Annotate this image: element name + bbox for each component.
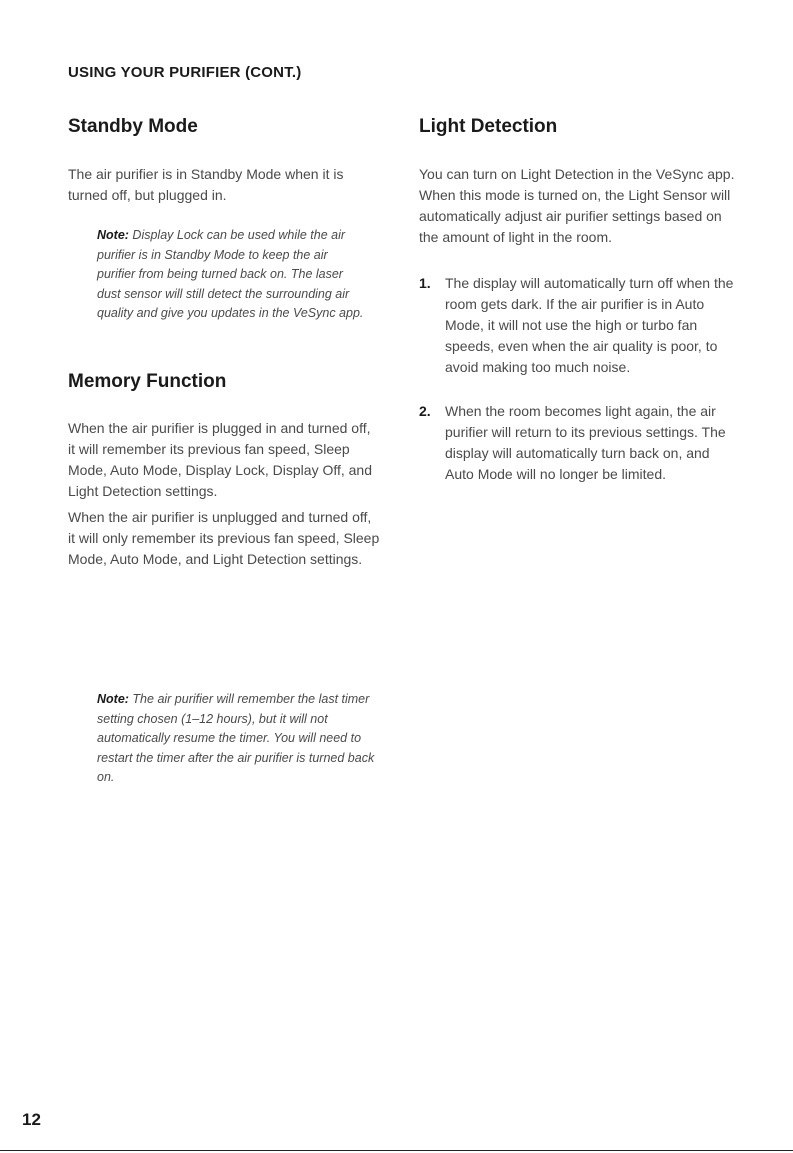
standby-mode-note	[97, 226, 367, 324]
light-detection-intro: You can turn on Light Detection in the VeSync app. When this mode is turned on, the Light Sensor will automatically adjust air purifier settings based on the amount of light in the room.	[419, 166, 735, 245]
note-text: The air purifier will remember the last timer setting chosen (1–12 hours), but it will not automatically resume the timer. You will need to restart the timer after the air purifier is turned back on.	[97, 692, 375, 785]
list-item-number: 1.	[419, 275, 431, 291]
note-label: Note:	[97, 228, 129, 242]
light-detection-heading: Light Detection	[419, 116, 558, 137]
memory-function-note	[97, 690, 377, 788]
list-item-number: 2.	[419, 403, 431, 419]
list-item-text: The display will automatically turn off when the room gets dark. If the air purifier is in Auto Mode, it will not use the high or turbo fan speeds, even when the air quality is poor, to avoid making too much noise.	[445, 275, 734, 375]
standby-mode-body: The air purifier is in Standby Mode when it is turned off, but plugged in.	[68, 166, 344, 203]
section-header: USING YOUR PURIFIER (CONT.)	[68, 64, 302, 81]
bottom-rule	[0, 1150, 793, 1151]
standby-mode-heading: Standby Mode	[68, 116, 198, 137]
list-item-text: When the room becomes light again, the air purifier will return to its previous settings. The display will automatically turn back on, and Auto Mode will no longer be limited.	[445, 403, 726, 482]
note-label: Note:	[97, 692, 129, 706]
memory-function-heading: Memory Function	[68, 371, 227, 392]
page-number: 12	[22, 1110, 41, 1129]
note-text: Display Lock can be used while the air purifier is in Standby Mode to keep the air purifier from being turned back on. The laser dust sensor will still detect the surrounding air quality and give you updates in the VeSync app.	[97, 228, 364, 321]
memory-function-para-2: When the air purifier is unplugged and turned off, it will only remember its previous fan speed, Sleep Mode, Auto Mode, and Light Detection settings.	[68, 509, 380, 567]
memory-function-para-1: When the air purifier is plugged in and turned off, it will remember its previous fan speed, Sleep Mode, Auto Mode, Display Lock, Display Off, and Light Detection settings.	[68, 420, 373, 499]
